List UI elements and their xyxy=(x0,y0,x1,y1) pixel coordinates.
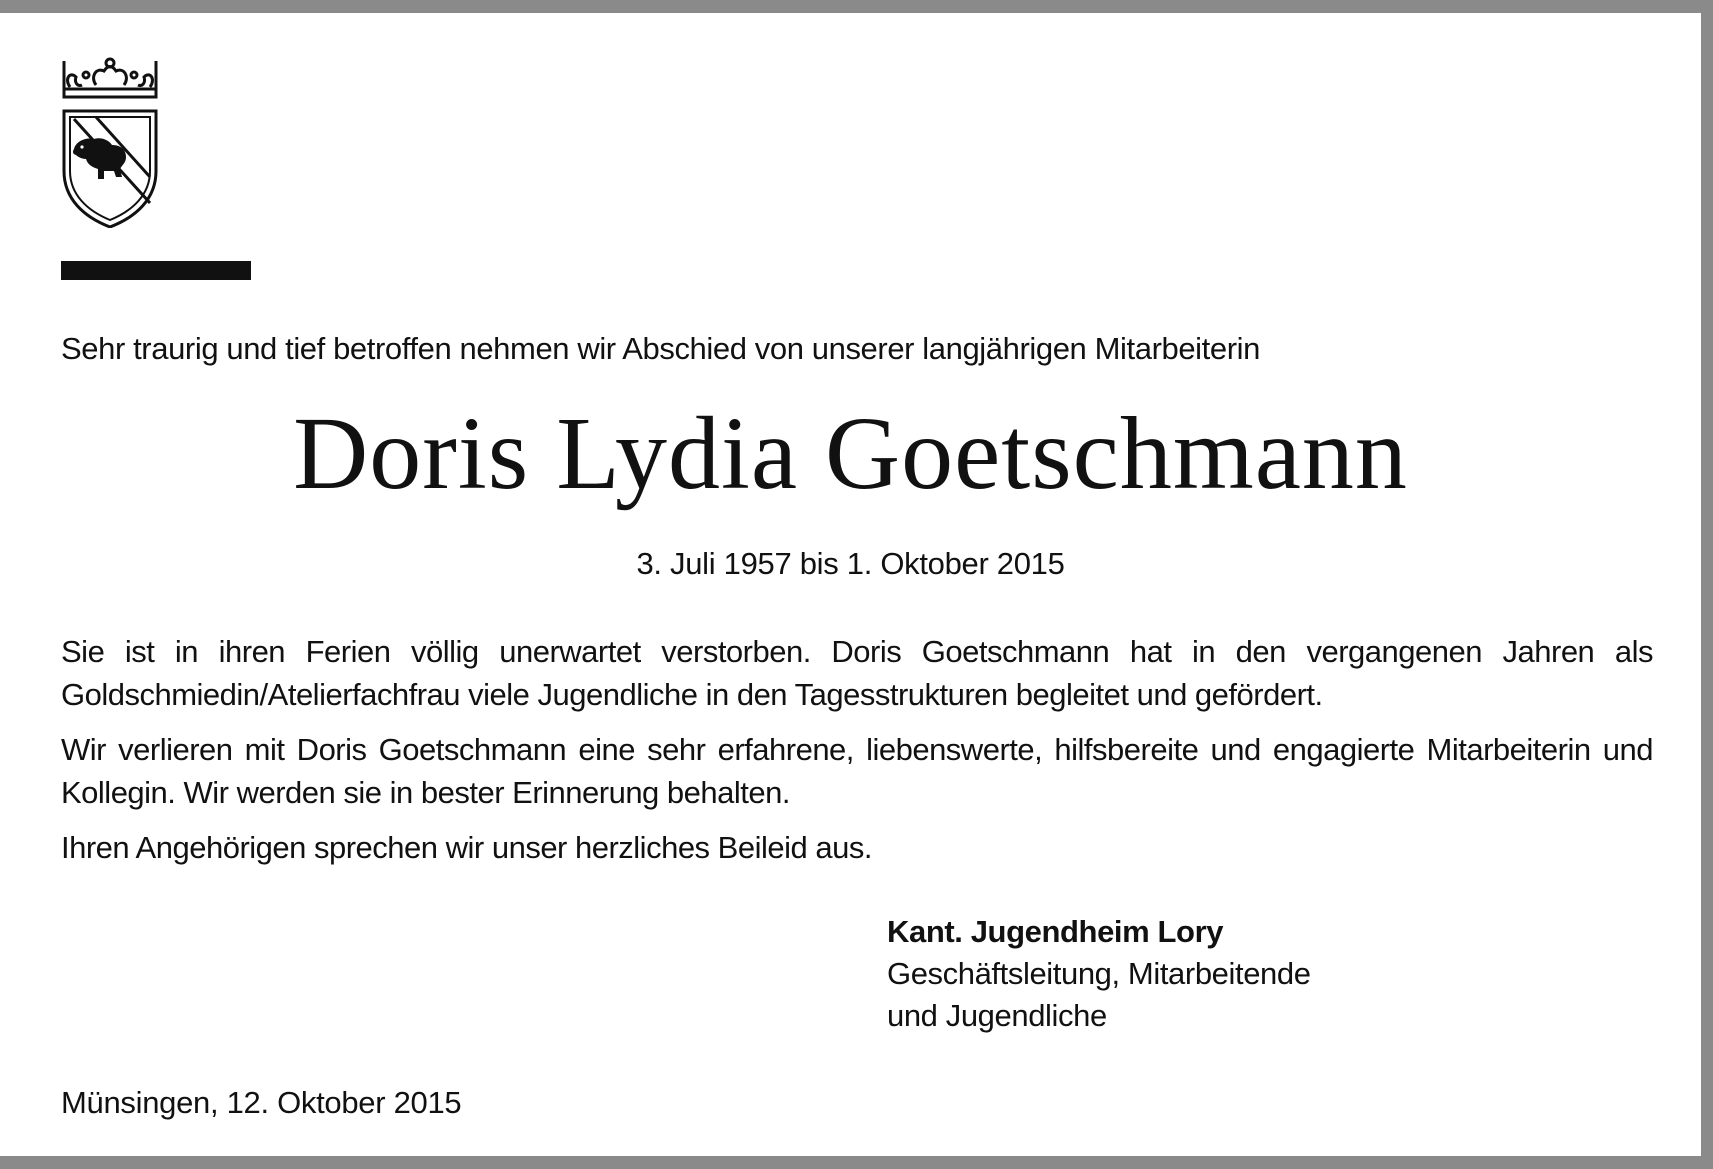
signature-line-2: und Jugendliche xyxy=(887,998,1107,1033)
signature-line-1: Geschäftsleitung, Mitarbeitende xyxy=(887,956,1311,991)
paragraph-3: Ihren Angehörigen sprechen wir unser herzliches Beileid aus. xyxy=(61,830,872,865)
bern-coat-of-arms-icon xyxy=(60,53,160,228)
life-dates: 3. Juli 1957 bis 1. Oktober 2015 xyxy=(636,546,1065,581)
obituary-notice xyxy=(0,13,1701,1156)
intro-line: Sehr traurig und tief betroffen nehmen wir Abschied von unserer langjährigen Mitarbeiterin xyxy=(61,331,1260,366)
signature-block xyxy=(887,911,1311,1037)
deceased-name: Doris Lydia Goetschmann xyxy=(293,396,1408,511)
place-and-date: Münsingen, 12. Oktober 2015 xyxy=(61,1085,462,1120)
paragraph-1: Sie ist in ihren Ferien völlig unerwartet verstorben. Doris Goetschmann hat in den vergangenen Jahren als Goldschmiedin/Atelierfachfrau viele Jugendliche in den Tagesstrukturen begleitet und gefördert. xyxy=(61,634,1653,712)
paragraph-2: Wir verlieren mit Doris Goetschmann eine sehr erfahrene, liebenswerte, hilfsbereite und engagierte Mitarbeiterin und Kollegin. Wir werden sie in bester Erinnerung behalten. xyxy=(61,732,1653,810)
divider-bar xyxy=(61,261,251,280)
signature-organization: Kant. Jugendheim Lory xyxy=(887,914,1224,949)
